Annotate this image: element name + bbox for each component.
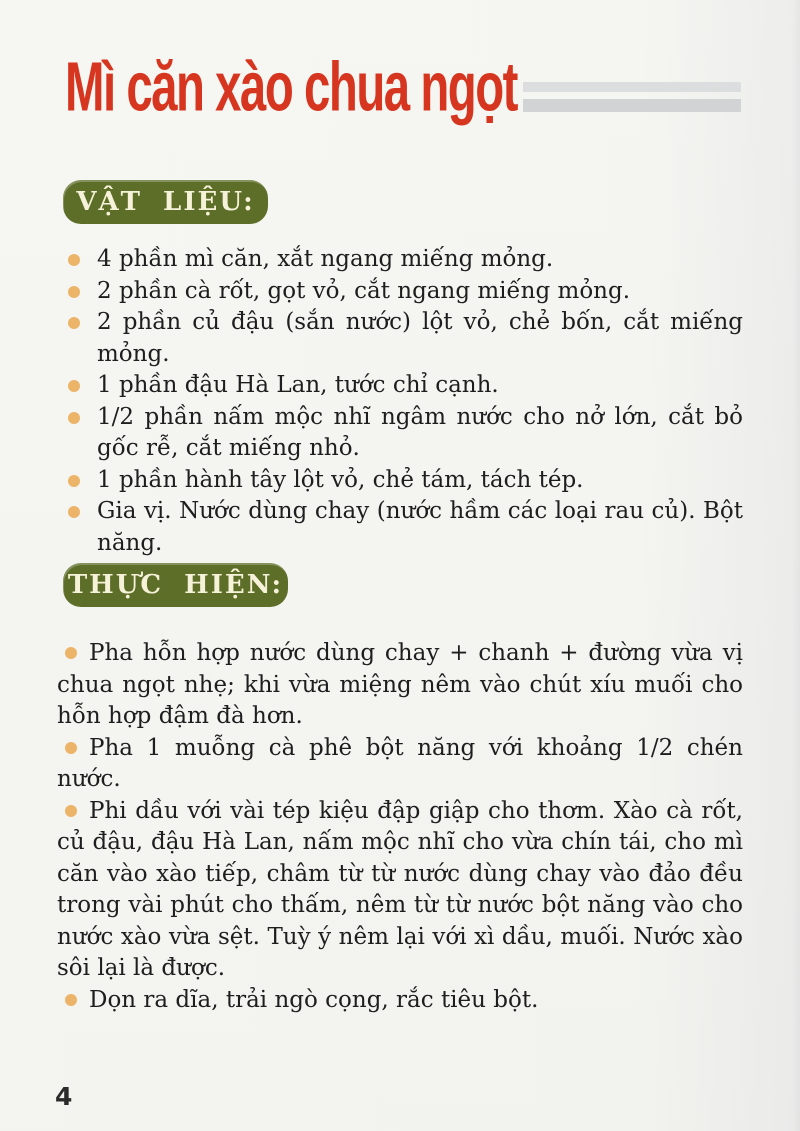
step-text: Phi dầu với vài tép kiệu đập giập cho thơm. Xào cà rốt, củ đậu, đậu Hà Lan, nấm mộc nhĩ cho vừa chín tái, cho mì căn vào xào tiếp, châm từ từ nước dùng chay vào đảo đều trong vài phút cho thấm, nêm từ từ nước bột năng vào cho nước xào vừa sệt. Tuỳ ý nêm lại với xì dầu, muối. Nước xào sôi lại là được. [57, 797, 743, 981]
ingredient-text: 4 phần mì căn, xắt ngang miếng mỏng. [97, 246, 554, 272]
step-text: Dọn ra dĩa, trải ngò cọng, rắc tiêu bột. [89, 986, 539, 1013]
title-decoration-bars [523, 82, 743, 112]
bullet-icon [68, 254, 80, 266]
step-text: Pha 1 muỗng cà phê bột năng với khoảng 1/2 chén nước. [57, 734, 743, 792]
bullet-icon [68, 317, 80, 329]
ingredients-list [57, 244, 743, 559]
bullet-icon [65, 647, 77, 659]
ingredient-text: Gia vị. Nước dùng chay (nước hầm các loại rau củ). Bột năng. [97, 498, 743, 556]
list-item [57, 307, 743, 370]
steps-section-heading: THỰC HIỆN: [63, 563, 288, 607]
list-item [57, 276, 743, 308]
bullet-icon [68, 412, 80, 424]
ingredient-text: 1 phần đậu Hà Lan, tước chỉ cạnh. [97, 372, 499, 398]
title-row [65, 47, 765, 142]
page-number: 4 [55, 1082, 73, 1111]
list-item [57, 370, 743, 402]
bullet-icon [68, 475, 80, 487]
step-text: Pha hỗn hợp nước dùng chay + chanh + đường vừa vị chua ngọt nhẹ; khi vừa miệng nêm vào chút xíu muối cho hỗn hợp đậm đà hơn. [57, 640, 743, 729]
bullet-icon [65, 805, 77, 817]
bullet-icon [68, 380, 80, 392]
bullet-icon [68, 286, 80, 298]
list-item [57, 465, 743, 497]
ingredient-text: 1 phần hành tây lột vỏ, chẻ tám, tách tép. [97, 466, 584, 493]
bullet-icon [65, 742, 77, 754]
ingredient-text: 2 phần củ đậu (sắn nước) lột vỏ, chẻ bốn, cắt miếng mỏng. [97, 309, 743, 367]
ingredients-section-heading: VẬT LIỆU: [63, 180, 268, 224]
list-item [57, 402, 743, 465]
step-paragraph [57, 796, 743, 985]
bullet-icon [65, 994, 77, 1006]
decoration-bar-bottom [523, 99, 741, 112]
ingredient-text: 2 phần cà rốt, gọt vỏ, cắt ngang miếng mỏng. [97, 277, 631, 304]
list-item [57, 496, 743, 559]
steps-list [57, 638, 743, 1016]
step-paragraph [57, 638, 743, 733]
step-paragraph [57, 985, 743, 1017]
list-item [57, 244, 743, 276]
page-title: Mì căn xào chua ngọt [65, 47, 517, 126]
bullet-icon [68, 506, 80, 518]
ingredient-text: 1/2 phần nấm mộc nhĩ ngâm nước cho nở lớn, cắt bỏ gốc rễ, cắt miếng nhỏ. [97, 403, 743, 461]
decoration-bar-top [523, 82, 741, 92]
step-paragraph [57, 733, 743, 796]
